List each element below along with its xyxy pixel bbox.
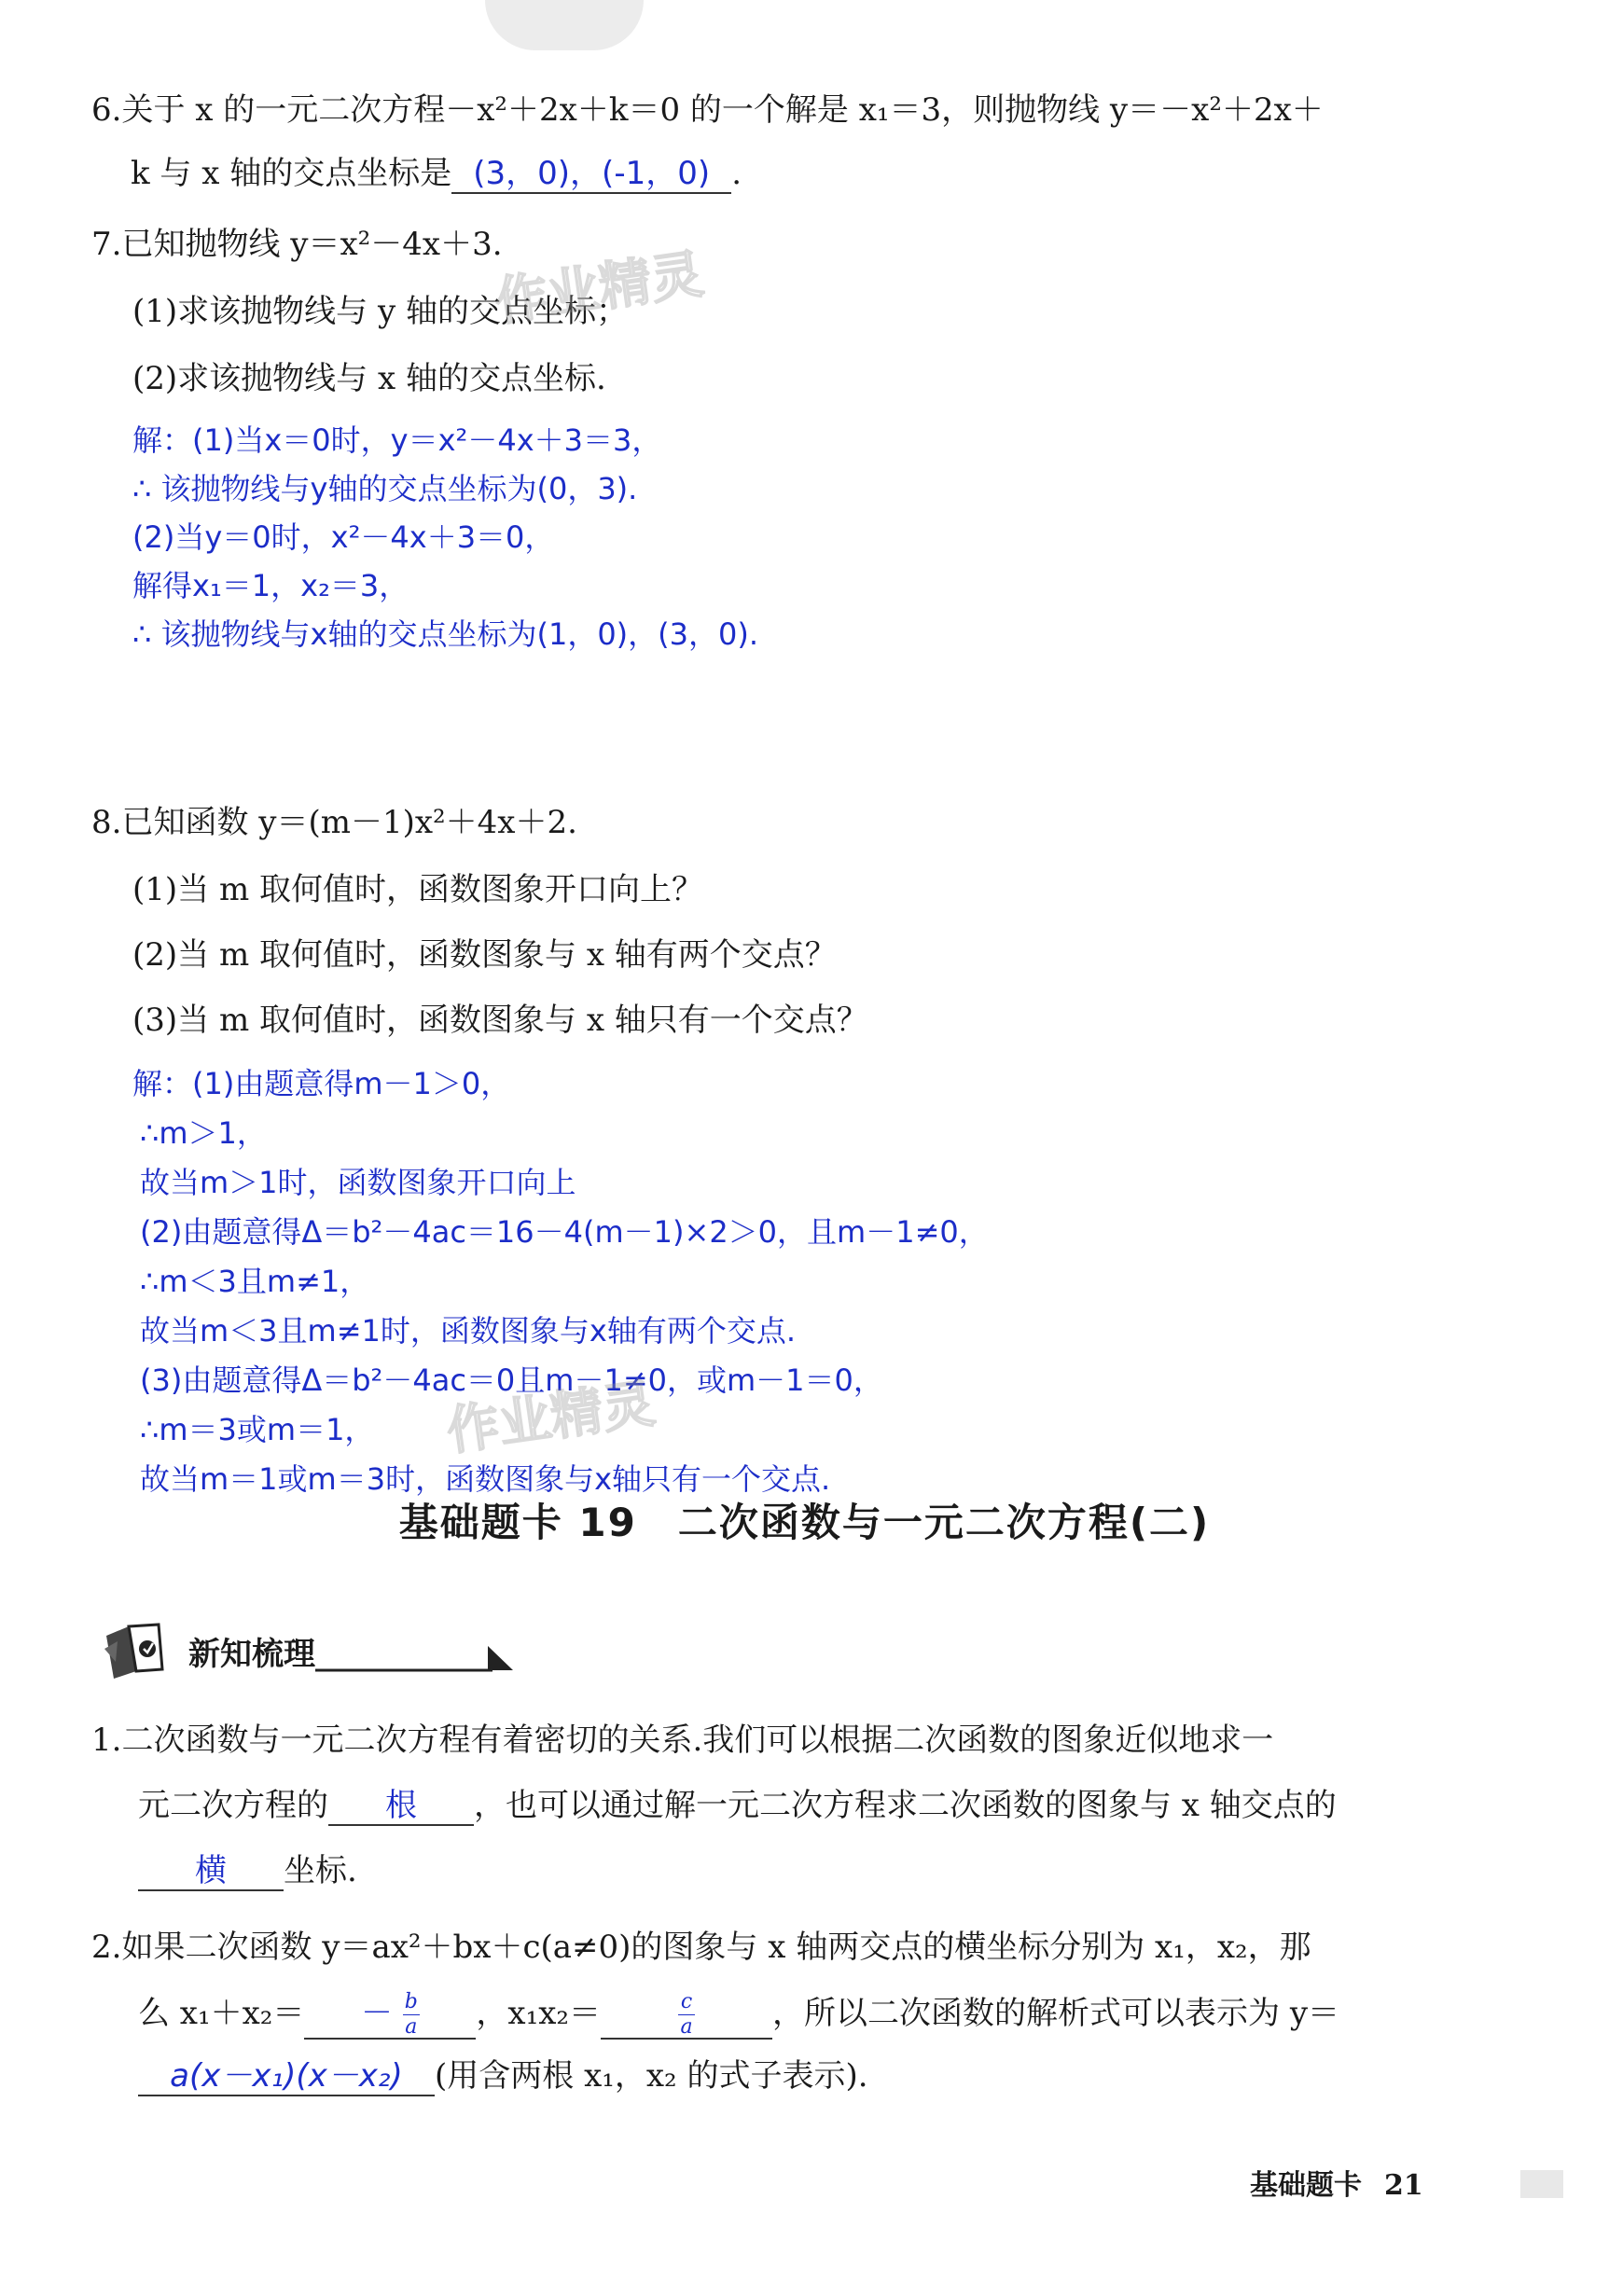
q7-solution-line: (2)当y＝0时，x²－4x＋3＝0， (132, 519, 555, 555)
q8-solution-line: 故当m＝1或m＝3时，函数图象与x轴只有一个交点. (140, 1461, 831, 1497)
p1-line2-prefix: 元二次方程的 (138, 1787, 328, 1824)
q8-solution-line: (3)由题意得Δ＝b²－4ac＝0且m－1≠0，或m－1＝0， (140, 1362, 883, 1398)
fraction-denominator: a (405, 2015, 418, 2039)
p1-line2 (138, 1787, 1337, 1826)
p2-line1: 2.如果二次函数 y＝ax²＋bx＋c(a≠0)的图象与 x 轴两交点的横坐标分别为 x₁，x₂，那 (91, 1929, 1311, 1966)
q7-stem: 7.已知抛物线 y＝x²－4x＋3. (91, 226, 503, 263)
p2-line2 (138, 1992, 1339, 2040)
q6-line2-prefix: k 与 x 轴的交点坐标是 (131, 155, 452, 192)
p1-line1: 1.二次函数与一元二次方程有着密切的关系.我们可以根据二次函数的图象近似地求一 (91, 1722, 1274, 1759)
q8-part1: (1)当 m 取何值时，函数图象开口向上？ (132, 871, 704, 908)
p1-line2-suffix: ，也可以通过解一元二次方程求二次函数的图象与 x 轴交点的 (474, 1787, 1337, 1824)
page-number: 21 (1384, 2169, 1423, 2202)
q8-solution-line: ∴m＞1， (140, 1115, 267, 1151)
q7-part1: (1)求该抛物线与 y 轴的交点坐标； (132, 293, 628, 330)
p2-line2-suffix: ，所以二次函数的解析式可以表示为 y＝ (772, 1995, 1340, 2032)
q6-answer-blank: (3，0)，(-1，0) (451, 155, 731, 194)
p2-line2-prefix: 么 x₁＋x₂＝ (138, 1995, 305, 2032)
p2-line2-mid: ，x₁x₂＝ (476, 1995, 602, 2032)
fraction-denominator: a (680, 2015, 693, 2039)
p2-blank-sum-fraction (403, 1992, 420, 2038)
page-footer (1250, 2162, 1423, 2203)
card-title: 基础题卡 19 二次函数与一元二次方程(二) (398, 1500, 1211, 1545)
top-binding-shape (485, 0, 644, 50)
q8-solution-line: 故当m＞1时，函数图象开口向上 (140, 1165, 576, 1200)
q8-stem: 8.已知函数 y＝(m－1)x²＋4x＋2. (91, 804, 577, 841)
watermark-text: 作业精灵 (443, 1373, 659, 1463)
q8-solution-line: ∴m＜3且m≠1， (140, 1264, 370, 1299)
section-underline (175, 1625, 567, 1676)
q8-part3: (3)当 m 取何值时，函数图象与 x 轴只有一个交点？ (132, 1002, 868, 1039)
q8-solution-line: (2)由题意得Δ＝b²－4ac＝16－4(m－1)×2＞0，且m－1≠0， (140, 1214, 989, 1250)
p2-blank-product (601, 1992, 772, 2040)
watermark-text: 作业精灵 (492, 243, 708, 334)
p2-blank-product-fraction (678, 1992, 695, 2038)
p2-line3-suffix: (用含两根 x₁，x₂ 的式子表示). (435, 2057, 868, 2095)
q8-solution-line: ∴m＝3或m＝1， (140, 1412, 375, 1447)
q7-part2: (2)求该抛物线与 x 轴的交点坐标. (132, 360, 606, 397)
footer-label: 基础题卡 (1250, 2169, 1362, 2202)
corner-mark (1520, 2170, 1563, 2198)
p1-line3 (138, 1852, 357, 1891)
q7-solution-line: 解得x₁＝1，x₂＝3， (132, 568, 409, 603)
p2-blank-sum (304, 1992, 476, 2040)
q8-solution-line: 故当m＜3且m≠1时，函数图象与x轴有两个交点. (140, 1313, 796, 1349)
section-header (101, 1621, 567, 1681)
q6-line2-suffix: . (731, 155, 742, 192)
q7-solution-line: 解：(1)当x＝0时，y＝x²－4x＋3＝3， (132, 422, 662, 458)
fraction-numerator: b (404, 1990, 418, 2013)
p2-blank-sum-sign: － (361, 1995, 394, 2032)
q8-part2: (2)当 m 取何值时，函数图象与 x 轴有两个交点？ (132, 936, 837, 974)
q8-solution-line: 解：(1)由题意得m－1＞0， (132, 1066, 511, 1101)
fraction-numerator: c (680, 1990, 693, 2013)
notebook-icon (101, 1621, 175, 1681)
p1-line3-suffix: 坐标. (284, 1852, 357, 1889)
p1-blank-root: 根 (328, 1787, 474, 1826)
q7-solution-line: ∴ 该抛物线与y轴的交点坐标为(0，3). (132, 471, 638, 506)
q6-line2 (131, 155, 742, 194)
p2-blank-factored-form: a(x－x₁)(x－x₂) (138, 2057, 435, 2096)
q6-line1: 6.关于 x 的一元二次方程－x²＋2x＋k＝0 的一个解是 x₁＝3，则抛物线 y＝－x²＋2x＋ (91, 91, 1324, 129)
section-label: 新知梳理 (188, 1635, 315, 1673)
p2-line3 (138, 2057, 868, 2096)
p1-blank-horizontal: 横 (138, 1852, 284, 1891)
q7-solution-line: ∴ 该抛物线与x轴的交点坐标为(1，0)，(3，0). (132, 616, 759, 652)
